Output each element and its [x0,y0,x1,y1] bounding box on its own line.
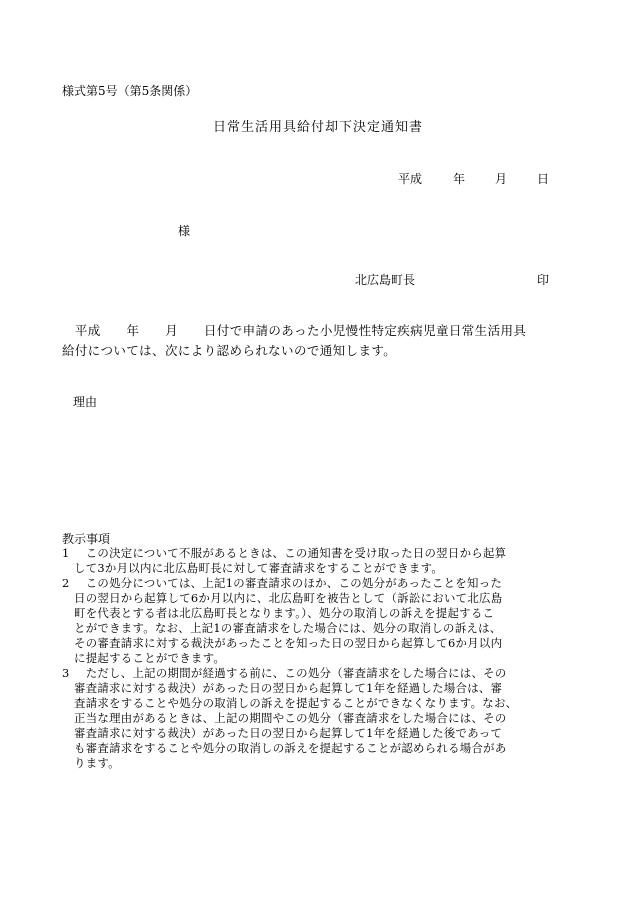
notice-heading: 教示事項 [62,532,111,546]
document-title: 日常生活用具給付却下決定通知書 [213,120,424,135]
body-paragraph: 平成 年 月 日付で申請のあった小児慢性特定疾病児童日常生活用具 給付については、次により認められないので通知します。 [62,323,527,358]
date-day-unit: 日 [537,172,550,186]
notice-item-number: 1 [62,546,70,560]
issuer-name: 北広島町長 [355,273,416,287]
notice-list [62,546,582,771]
date-year-unit: 年 [453,172,466,186]
seal-mark: 印 [537,273,550,287]
notice-item [62,546,582,576]
form-label: 様式第5号（第5条関係） [62,84,198,98]
notice-item-number: 3 [62,666,70,680]
reason-label: 理由 [73,395,98,409]
notice-item-number: 2 [62,576,70,590]
date-era: 平成 [398,172,423,186]
notice-item-text: この処分については、上記1の審査請求のほか、この処分があったことを知った 日の翌日から起算して6か月以内に、北広島町を被告として（訴訟において北広島 町を代表とする者は北広島町長となります。）、処分の取消しの訴えを提起するこ とができます。なお、上記1の審査請求をした場合には、処分の取消しの訴えは、 その審査請求に対する裁決があったことを知った日の翌日から起算して6か月以内 に提起することができます。 [74,576,503,665]
notice-item [62,576,582,666]
date-month-unit: 月 [495,172,508,186]
notice-item-text: この決定について不服があるときは、この通知書を受け取った日の翌日から起算 して3か月以内に北広島町長に対して審査請求をすることができます。 [74,546,507,575]
addressee-suffix: 様 [178,224,191,238]
notice-item-text: ただし、上記の期間が経過する前に、この処分（審査請求をした場合には、その 審査請求に対する裁決）があった日の翌日から起算して1年を経過した場合は、審 査請求をすることや処分の取消しの訴えを提起することができなくなります。なお、 正当な理由があるときは、上記の期間やこの処分（審査請求をした場合には、その 審査請求に対する裁決）があった日の翌日から起算して1年を経過した後であって も審査請求をすることや処分の取消しの訴えを提起することが認められる場合があ ります。 [74,666,518,770]
notice-item [62,666,582,771]
